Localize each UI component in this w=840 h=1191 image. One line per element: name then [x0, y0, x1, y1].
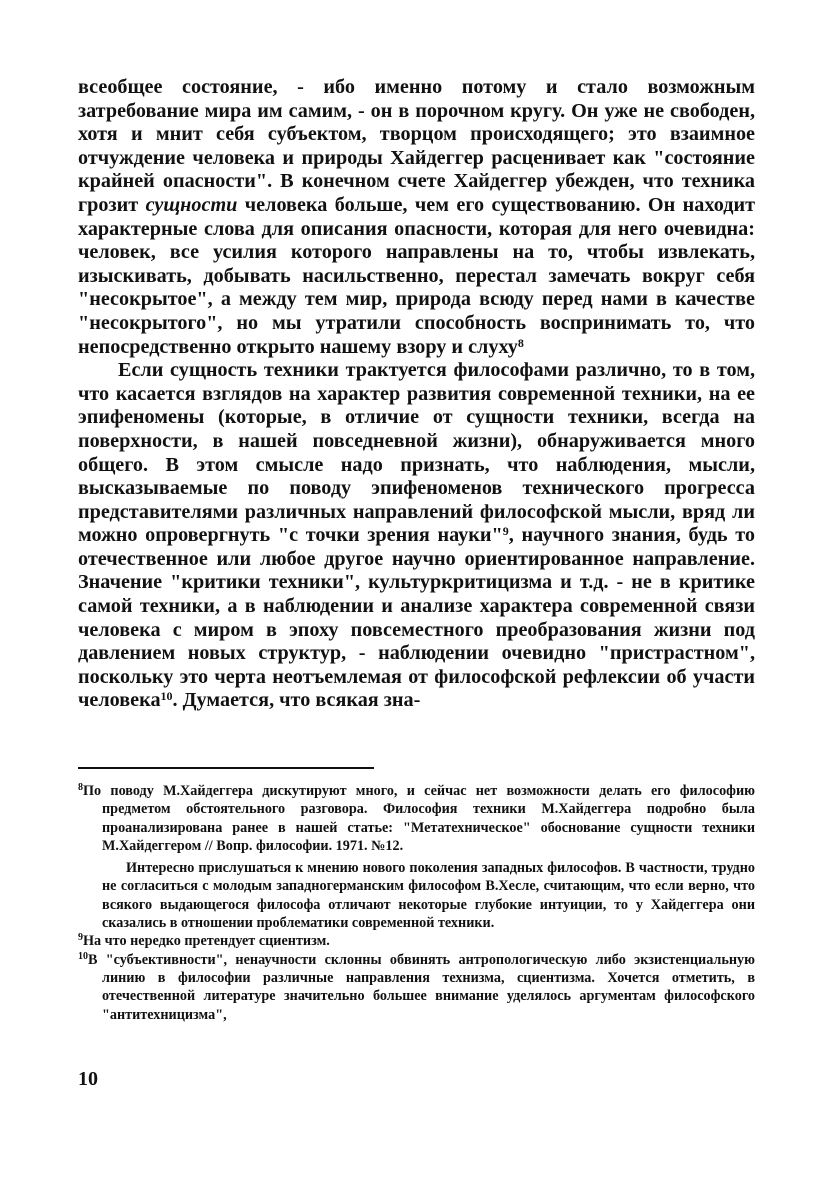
footnote-8-continuation: Интересно прислушаться к мнению нового поколения западных философов. В частности, трудно не согласиться с молодым западногерманским философом В.Хесле, считающим, что если верно, что всякого выдающегося философа отличают некоторые глубокие интуиции, то у Хайдеггера они сказались в отношении проблематики современной техники. [102, 860, 755, 932]
paragraph-1-text-b: человека больше, чем его существованию. Он находит характерные слова для описания опасности, которая для него очевидна: человек, все усилия которого направлены на то, чтобы извлекать, изыскивать, добывать насильственно, перестал замечать вокруг себя "несокрытое", а между тем мир, природа всюду перед нами в качестве "несокрытого", но мы утратили способность воспринимать то, что непосредственно открыто нашему взору и слуху [78, 193, 755, 358]
footnotes [78, 782, 755, 1024]
footnote-8-text: По поводу М.Хайдеггера дискутируют много, и сейчас нет возможности делать его философию предметом обстоятельного разговора. Философия техники М.Хайдеггера подробно была проанализирована ранее в нашей статье: "Метатехническое" обоснование сущности техники М.Хайдеггером // Вопр. философии. 1971. №12. [83, 783, 755, 854]
paragraph-1-text-a: всеобщее состояние, - ибо именно потому и стало возможным затребование мира им самим, - он в порочном кругу. Он уже не свободен, хотя и мнит себя субъектом, творцом происходящего; это взаимное отчуждение человека и природы Хайдеггер расценивает как "состояние крайней опасности". В конечном счете Хайдеггер убежден, что техника грозит [78, 76, 755, 216]
footnote-10 [78, 951, 755, 1024]
paragraph-2-text-c: . Думается, что всякая зна- [172, 689, 421, 712]
paragraph-2 [78, 359, 755, 713]
paragraph-2-text-b: , научного знания, будь то отечественное или любое другое научно ориентированное направление. Значение "критики техники", культуркритицизма и т.д. - не в критике самой техники, а в наблюдении и анализе характера современной связи человека с миром в эпоху повсеместного преобразования жизни под давлением новых структур, - наблюдении очевидно "пристрастном", поскольку это черта неотъемлемая от философской рефлексии об участи человека [78, 524, 755, 712]
paragraph-1-emphasis: сущности [145, 193, 238, 216]
paragraph-2-text-a: Если сущность техники трактуется философами различно, то в том, что касается взглядов на характер развития современной техники, на ее эпифеномены (которые, в отличие от сущности техники, всегда на поверхности, в нашей повседневной жизни), обнаруживается много общего. В этом смысле надо признать, что наблюдения, мысли, высказываемые по поводу эпифеноменов технического прогресса представителями различных направлений философской мысли, вряд ли можно опровергнуть "с точки зрения науки" [78, 359, 755, 547]
footnote-9 [78, 932, 755, 950]
footnote-ref-10[interactable]: 10 [160, 689, 173, 704]
footnote-8-marker: 8 [78, 782, 83, 793]
footnote-9-marker: 9 [78, 932, 83, 944]
footnote-ref-8[interactable]: 8 [517, 335, 524, 350]
footnote-8 [78, 782, 755, 855]
page-number: 10 [78, 1068, 98, 1090]
paragraph-1 [78, 76, 755, 359]
footnote-ref-9[interactable]: 9 [502, 524, 509, 539]
footnote-9-text: На что нередко претендует сциентизм. [83, 933, 330, 950]
footnote-10-text: В "субъективности", ненаучности склонны обвинять антропологическую либо экзистенциальную линию в философии различные направления технизма, сциентизма. Хочется отметить, в отечественной литературе значительно большее внимание уделялось аргументам философского "антитехницизма", [88, 951, 755, 1023]
footnote-divider [78, 767, 374, 769]
main-text [78, 76, 755, 713]
footnote-10-marker: 10 [78, 950, 88, 962]
